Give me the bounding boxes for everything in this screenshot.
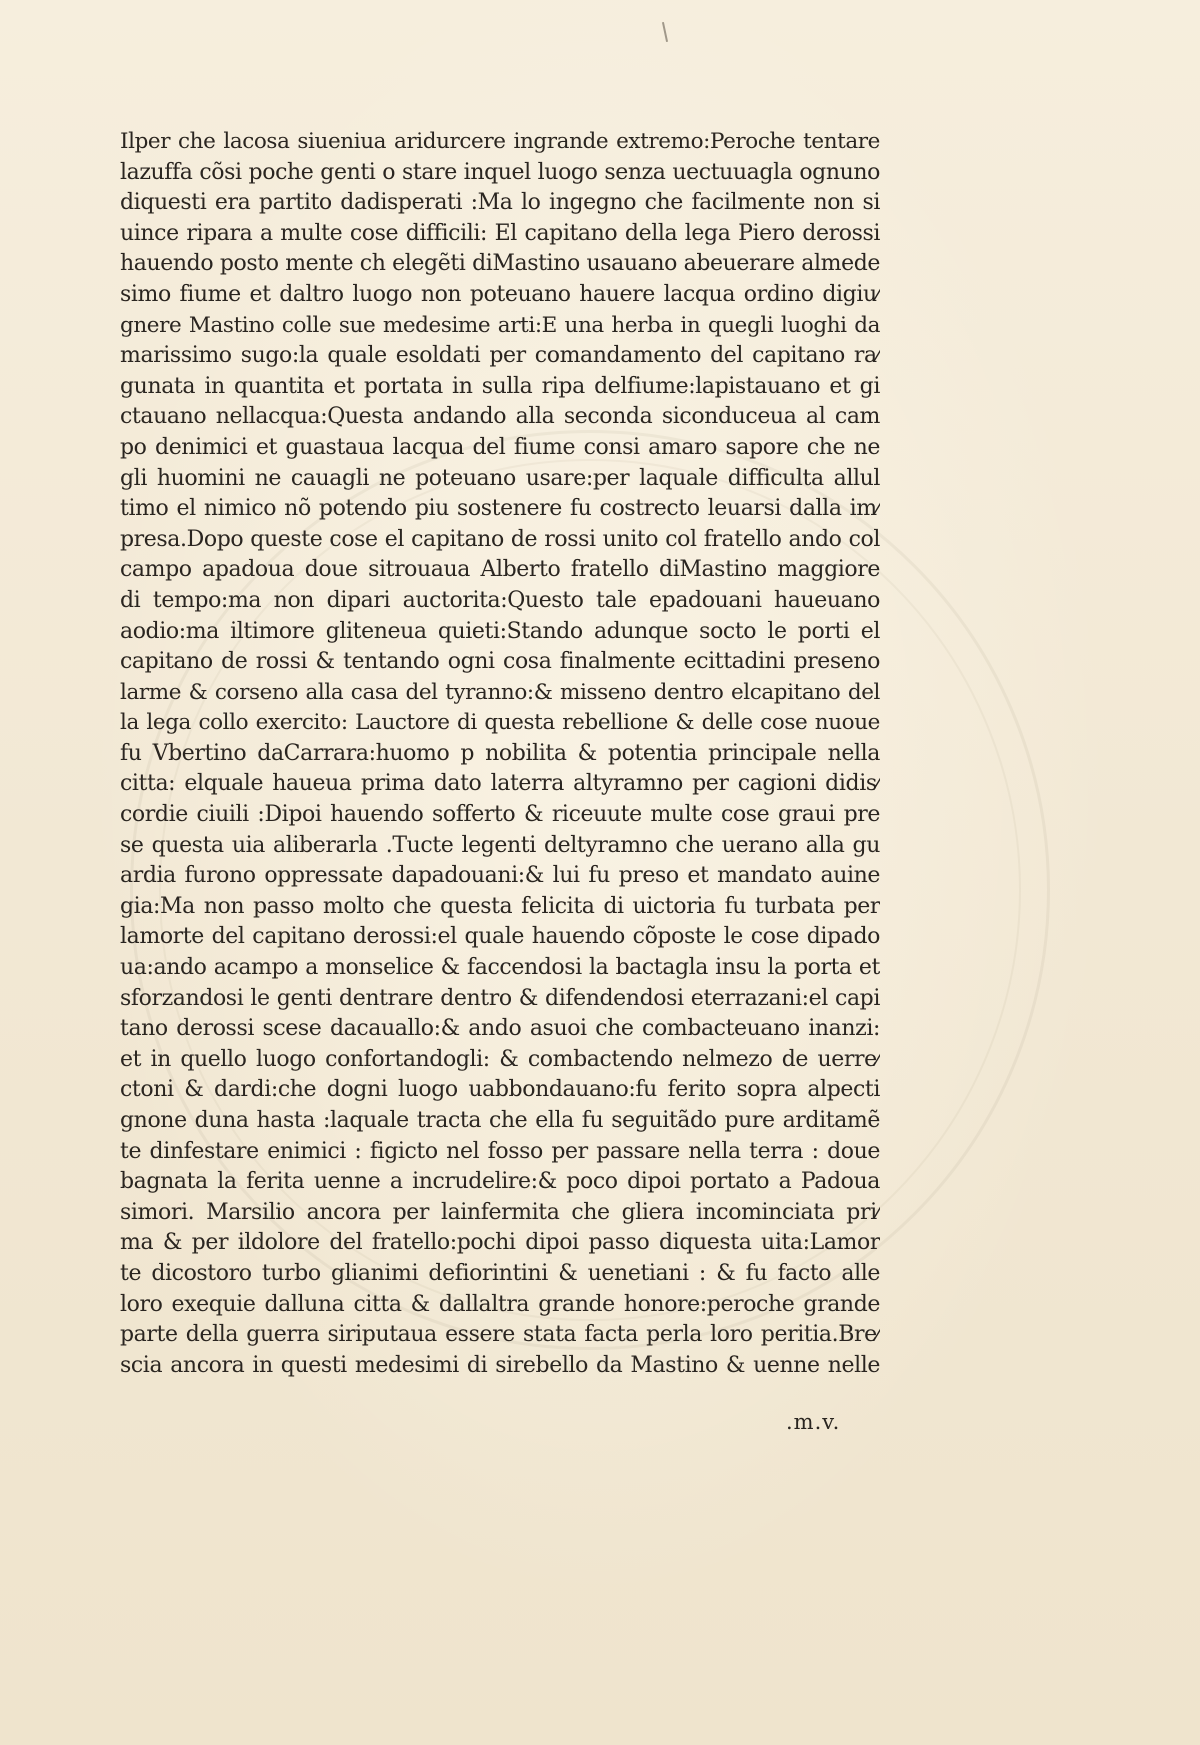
text-line: lazuffa cõsi poche genti o stare inquel luogo senza uectuuagla ognuno [120,159,880,185]
text-line: gia:Ma non passo molto che questa felicita di uictoria fu turbata per [120,893,880,919]
text-line: te dicostoro turbo glianimi defiorintini & uenetiani : & fu facto alle [120,1260,880,1286]
text-line: simo fiume et daltro luogo non poteuano hauere lacqua ordino digiu⁄ [120,281,880,307]
text-line: po denimici et guastaua lacqua del fiume consi amaro sapore che ne [120,434,880,460]
text-line: aodio:ma iltimore gliteneua quieti:Stando adunque socto le porti el [120,618,880,644]
text-line: uince ripara a multe cose difficili: El capitano della lega Piero derossi [120,220,880,246]
text-line: scia ancora in questi medesimi di sirebello da Mastino & uenne nelle [120,1352,880,1378]
text-line: fu Vbertino daCarrara:huomo p nobilita & potentia principale nella [120,740,880,766]
top-ink-mark [662,22,668,42]
text-line: parte della guerra siriputaua essere stata facta perla loro peritia.Bre⁄ [120,1322,880,1348]
text-line: se questa uia aliberarla .Tucte legenti deltyramno che uerano alla gu [120,832,880,858]
text-line: Ilper che lacosa siueniua aridurcere ingrande extremo:Peroche tentare [120,129,880,154]
text-line: ctoni & dardi:che dogni luogo uabbondauano:fu ferito sopra alpecti [120,1077,880,1103]
text-line: te dinfestare enimici : figicto nel fosso per passare nella terra : doue [120,1138,880,1164]
text-line: sforzandosi le genti dentrare dentro & difendendosi eterrazani:el capi [120,985,880,1011]
text-line: cordie ciuili :Dipoi hauendo sofferto & riceuute multe cose graui pre [120,802,880,828]
text-line: di tempo:ma non dipari auctorita:Questo tale epadouani haueuano [120,587,880,613]
text-line: ma & per ildolore del fratello:pochi dipoi passo diquesta uita:Lamor [120,1230,880,1256]
text-column [120,127,880,1381]
text-line: bagnata la ferita uenne a incrudelire:& poco dipoi portato a Padoua [120,1169,880,1195]
text-line: gnone duna hasta :laquale tracta che ella fu seguitãdo pure arditamẽ [120,1108,880,1133]
text-line: loro exequie dalluna citta & dallaltra grande honore:peroche grande [120,1291,880,1317]
text-line: la lega collo exercito: Lauctore di questa rebellione & delle cose nuoue [120,710,880,736]
text-line: simori. Marsilio ancora per lainfermita che gliera incominciata pri⁄ [120,1199,880,1225]
text-line: presa.Dopo queste cose el capitano de rossi unito col fratello ando col [120,526,880,552]
text-line: gnere Mastino colle sue medesime arti:E una herba in quegli luoghi da [120,312,880,338]
text-line: ardia furono oppressate dapadouani:& lui fu preso et mandato auine [120,863,880,889]
text-line: ctauano nellacqua:Questa andando alla seconda siconduceua al cam [120,404,880,430]
text-line: tano derossi scese dacauallo:& ando asuoi che combacteuano inanzi: [120,1016,880,1042]
text-line: larme & corseno alla casa del tyranno:& misseno dentro elcapitano del [120,679,880,705]
signature-mark: .m.v. [786,1410,841,1434]
text-line: diquesti era partito dadisperati :Ma lo ingegno che facilmente non si [120,190,880,216]
text-line: gli huomini ne cauagli ne poteuano usare:per laquale difficulta allul [120,465,880,491]
text-line: lamorte del capitano derossi:el quale hauendo cõposte le cose dipado [120,924,880,950]
text-line: timo el nimico nõ potendo piu sostenere fu costrecto leuarsi dalla im⁄ [120,496,880,522]
text-line: gunata in quantita et portata in sulla ripa delfiume:lapistauano et gi [120,373,880,399]
text-line: et in quello luogo confortandogli: & combactendo nelmezo de uerre⁄ [120,1046,880,1072]
text-line: citta: elquale haueua prima dato laterra altyramno per cagioni didis⁄ [120,771,880,797]
text-line: capitano de rossi & tentando ogni cosa finalmente ecittadini preseno [120,649,880,675]
text-line: hauendo posto mente ch elegẽti diMastino usauano abeuerare almede [120,251,880,277]
text-line: ua:ando acampo a monselice & faccendosi la bactagla insu la porta et [120,955,880,981]
text-line: campo apadoua doue sitrouaua Alberto fratello diMastino maggiore [120,557,880,583]
text-line: marissimo sugo:la quale esoldati per comandamento del capitano ra⁄ [120,343,880,369]
